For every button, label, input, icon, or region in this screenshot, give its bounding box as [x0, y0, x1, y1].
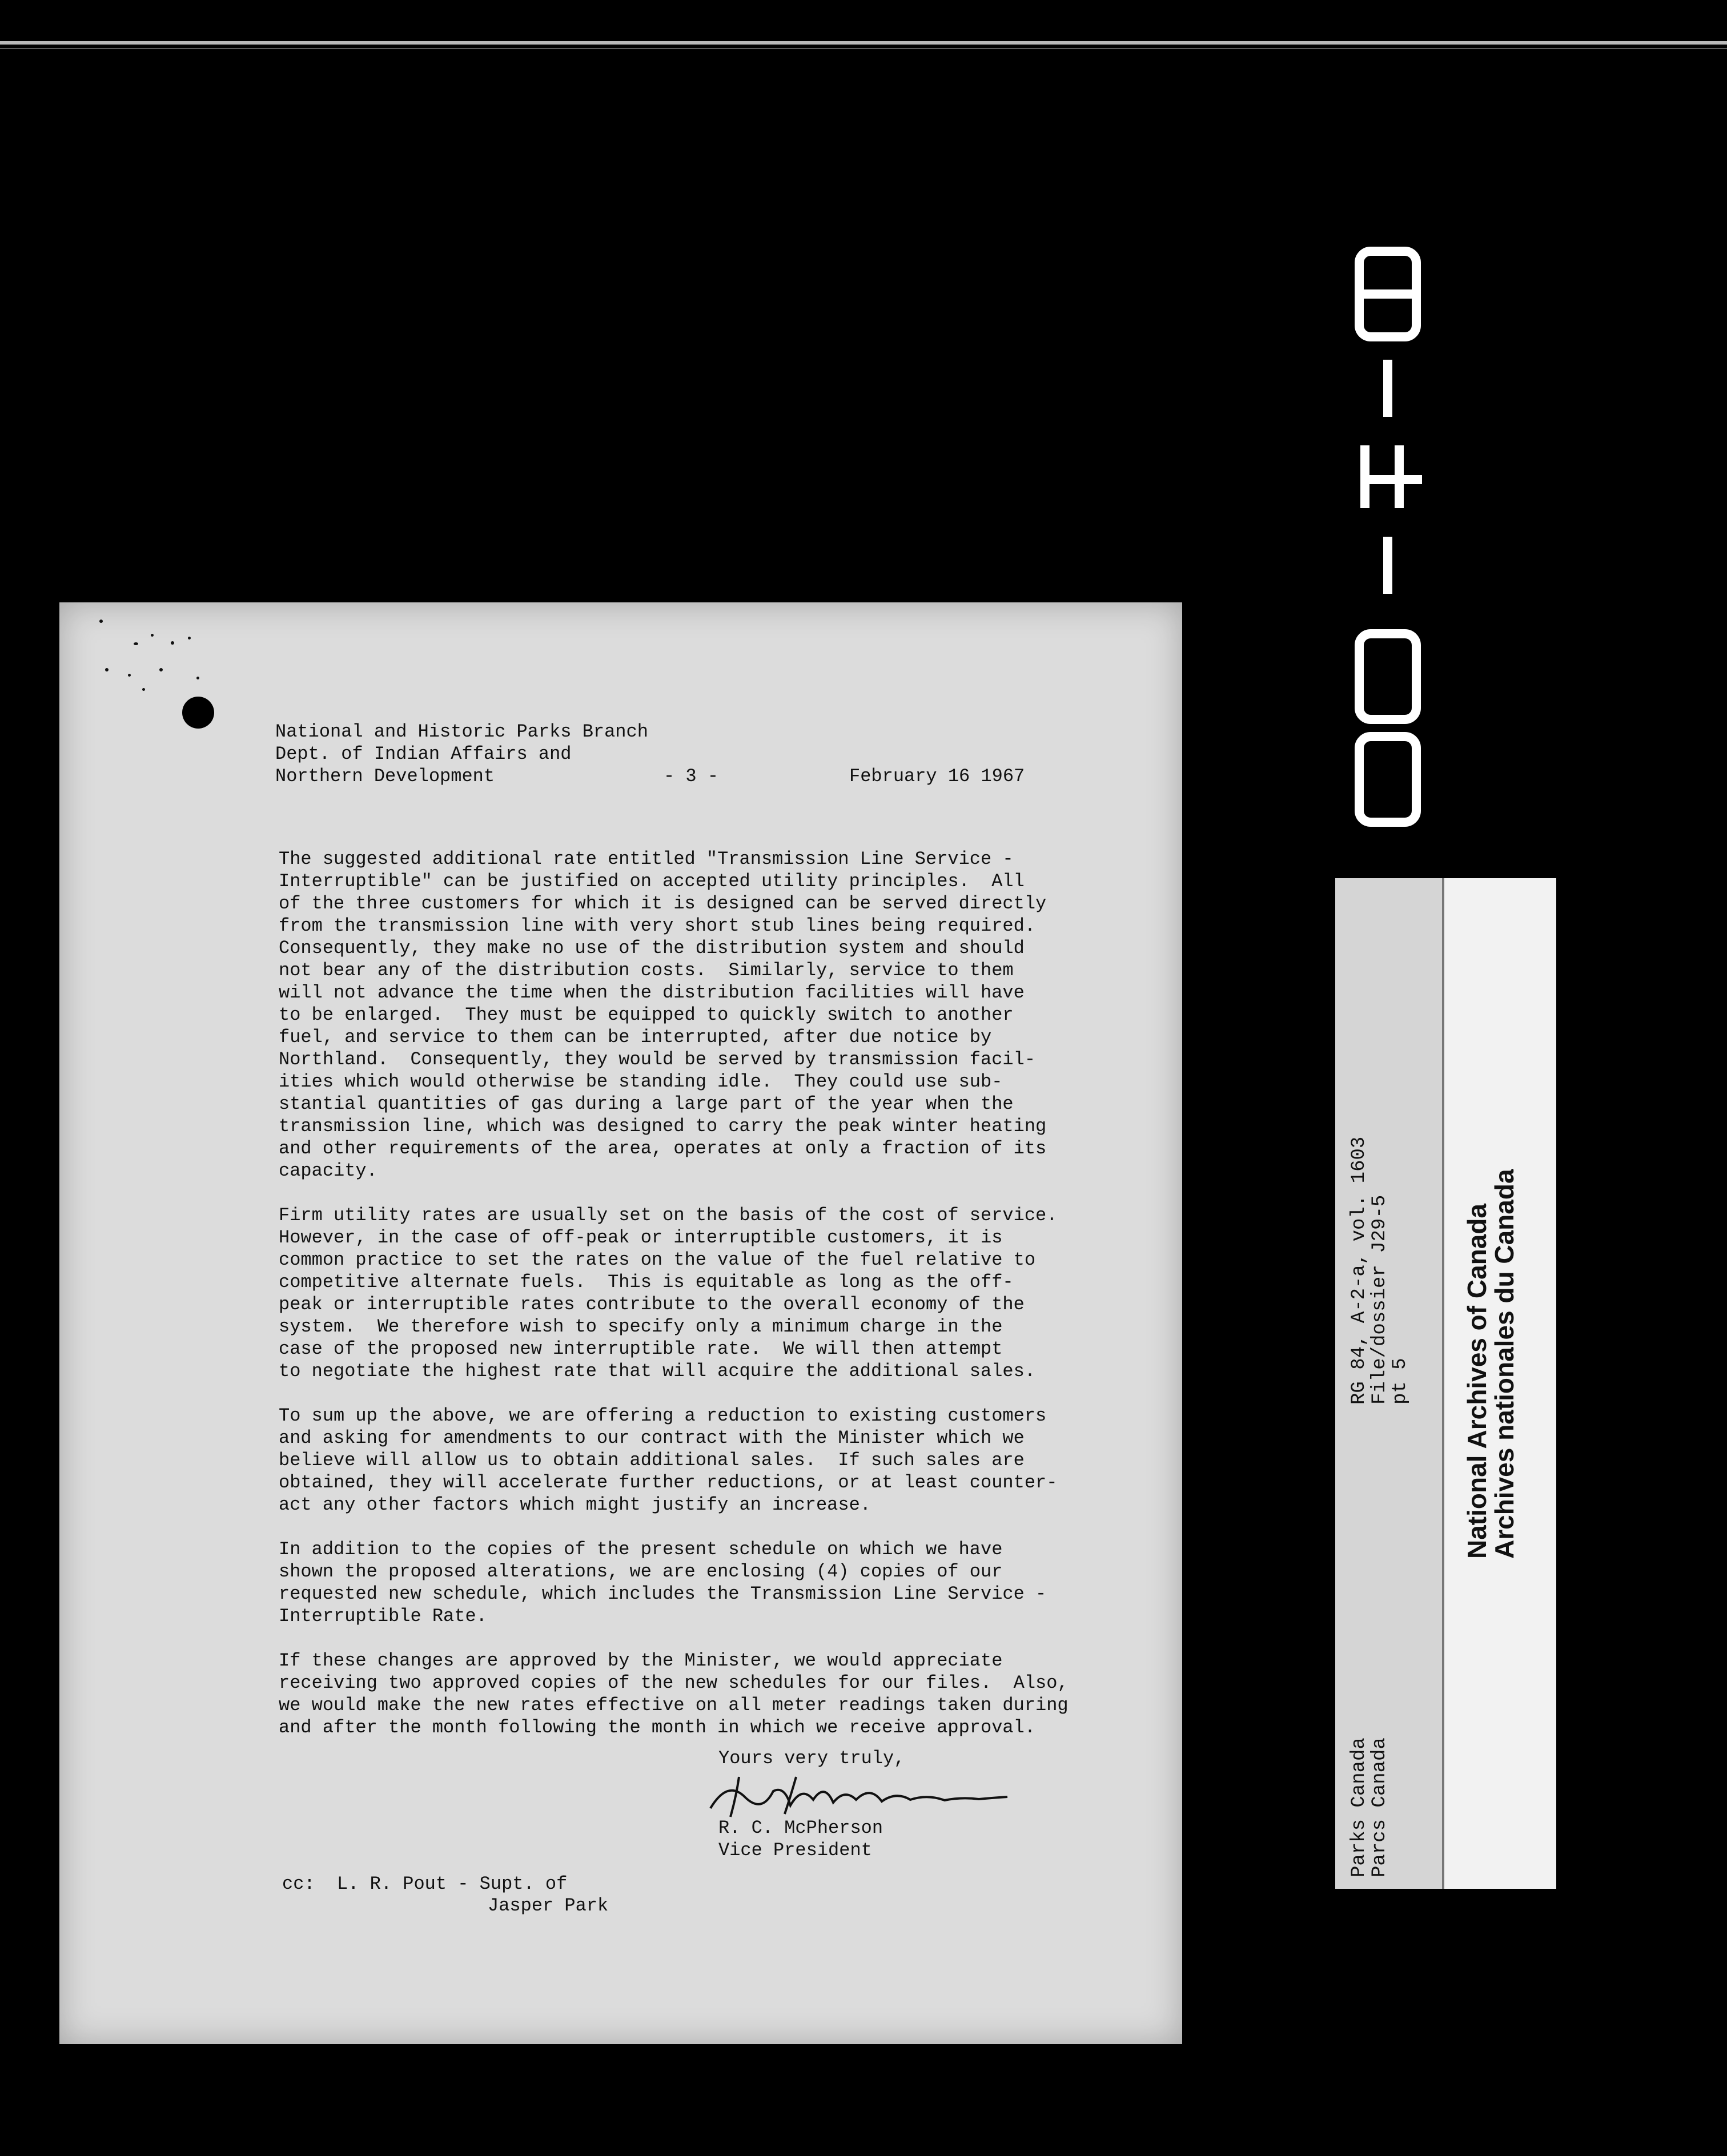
speck: [151, 634, 154, 637]
signatory-title: Vice President: [718, 1840, 872, 1861]
speck: [128, 674, 131, 677]
speck: [171, 641, 174, 645]
header-line: Northern Development: [275, 766, 495, 787]
handwritten-signature: [705, 1774, 1013, 1820]
speck: [196, 677, 199, 679]
page-number: - 3 -: [664, 766, 719, 787]
signatory-name: R. C. McPherson: [718, 1817, 883, 1839]
header-line: National and Historic Parks Branch: [275, 721, 648, 742]
speck: [188, 637, 191, 639]
speck: [105, 668, 109, 671]
institution-name: National Archives of Canada Archives nationales du Canada: [1462, 1169, 1519, 1559]
paragraph: The suggested additional rate entitled "Transmission Line Service - Interruptible" can be justified on accepted utility principles. All of the three customers for which it is designed can be served directly from the transmission line with very short stub lines being required. Consequently, they make no use of the distribution system and should not bear any of the distribution costs. Similarly, service to them will not advance the time when the distribution facilities will have to be enlarged. They must be equipped to quickly switch to another fuel, and service to them can be interrupted, after due notice by Northland. Consequently, they would be served by transmission facil- ities which would otherwise be standing idle. They could use sub- stantial quantities of gas during a large part of the year when the transmission line, which was designed to carry the peak winter heating and other requirements of the area, operates at only a fraction of its capacity.: [279, 848, 1047, 1181]
frame-number: [1348, 240, 1439, 834]
speck: [142, 688, 145, 691]
letter-date: February 16 1967: [849, 766, 1025, 787]
film-edge: [0, 41, 1727, 45]
header-line: Dept. of Indian Affairs and: [275, 743, 572, 765]
punch-hole: [182, 697, 214, 729]
letter-header: [275, 721, 648, 787]
speck: [99, 620, 103, 623]
paragraph: If these changes are approved by the Minister, we would appreciate receiving two approved copies of the new schedules for our files. Also, we would make the new rates effective on all meter readings taken during and after the month following the month in which we receive approval.: [279, 1650, 1069, 1738]
agency-name: Parks Canada Parcs Canada: [1348, 1737, 1391, 1877]
speck: [159, 668, 163, 671]
archive-reference: RG 84, A-2-a, vol. 1603 File/dossier J29-5 pt 5: [1348, 1136, 1411, 1405]
paragraph: To sum up the above, we are offering a reduction to existing customers and asking for amendments to our contract with the Minister which we believe will allow us to obtain additional sales. If such sales are obtained, they will accelerate further reductions, or at least counter- act any other factors which might justify an increase.: [279, 1405, 1058, 1515]
letter-body: [279, 848, 1069, 1739]
film-edge-secondary: [0, 48, 1727, 49]
cc-line-continued: Jasper Park: [488, 1895, 609, 1916]
paragraph: Firm utility rates are usually set on the basis of the cost of service. However, in the case of off-peak or interruptible customers, it is common practice to set the rates on the value of the fuel relative to competitive alternate fuels. This is equitable as long as the off- peak or interruptible rates contribute to the overall economy of the system. We therefore wish to specify only a minimum charge in the case of the proposed new interruptible rate. We will then attempt to negotiate the highest rate that will acquire the additional sales.: [279, 1205, 1058, 1382]
speck: [134, 642, 138, 645]
label-divider: [1442, 878, 1444, 1889]
cc-line: cc: L. R. Pout - Supt. of: [282, 1873, 568, 1894]
document-page: [59, 602, 1182, 2044]
paragraph: In addition to the copies of the present schedule on which we have shown the proposed alterations, we are enclosing (4) copies of our requested new schedule, which includes the Transmission Line Service - Interruptible Rate.: [279, 1539, 1047, 1627]
closing: Yours very truly,: [718, 1748, 905, 1769]
